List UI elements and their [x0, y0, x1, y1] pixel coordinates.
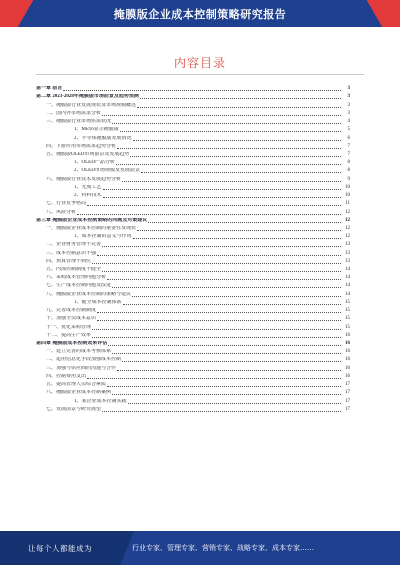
report-title: 掩膜版企业成本控制策略研究报告 [113, 8, 287, 21]
dot-leader [92, 337, 341, 338]
toc-entry-label: 十二、提高生产效率 [46, 332, 92, 338]
dot-leader [140, 98, 341, 99]
toc-heading: 内容目录 [173, 56, 226, 70]
toc-entry-label: 二、运用信息化手段加强成本控制 [46, 357, 122, 363]
toc-page-number: 17 [345, 382, 350, 388]
toc-entry[interactable] [36, 158, 350, 166]
toc-page-number: 3 [347, 110, 350, 116]
toc-entry[interactable] [36, 405, 350, 413]
dot-leader [112, 287, 341, 288]
toc-chapter-entry[interactable] [36, 84, 350, 92]
toc-entry-label: 三、掩膜版行业市场供需状况 [46, 119, 112, 125]
toc-page-number: 3 [347, 102, 350, 108]
toc-entry-label: 四、下游应用市场需求趋势分析 [46, 143, 117, 149]
toc-entry-label: 六、采购成本管理问题分析 [46, 275, 107, 281]
dot-leader [92, 263, 341, 264]
toc-entry-label: 1、Micro显示掩膜版 [74, 127, 119, 133]
toc-page-number: 8 [347, 168, 350, 174]
toc-entry[interactable] [36, 298, 350, 306]
dot-leader [107, 386, 341, 387]
toc-page-number: 13 [345, 250, 350, 256]
toc-page-number: 10 [345, 184, 350, 190]
toc-entry[interactable] [36, 166, 350, 174]
toc-entry-label: 1、健全成本控制体系 [74, 299, 122, 305]
toc-entry-label: 四、控制费用支出 [46, 373, 87, 379]
toc-entry[interactable] [36, 183, 350, 191]
dot-leader [112, 353, 341, 354]
toc-page-number: 10 [345, 193, 350, 199]
toc-entry[interactable] [36, 281, 350, 289]
report-header-banner [0, 0, 400, 27]
dot-leader [133, 238, 341, 239]
toc-entry-label: 三、加强与供应商的沟通与合作 [46, 365, 117, 371]
dot-leader [108, 345, 341, 346]
dot-leader [123, 304, 341, 305]
toc-page-number: 12 [345, 209, 350, 215]
toc-page-number: 4 [347, 119, 350, 125]
dot-leader [97, 255, 341, 256]
dot-leader [103, 189, 341, 190]
toc-entry-label: 2、材料技术 [74, 193, 102, 199]
toc-entry[interactable] [36, 232, 350, 240]
toc-page-number: 8 [347, 160, 350, 166]
toc-entry[interactable] [36, 248, 350, 256]
dot-leader [120, 131, 341, 132]
toc-entry-label: 二、企业财务管理不完善 [46, 242, 102, 248]
dot-leader [102, 246, 341, 247]
toc-entry-label: 十、加强全员成本意识 [46, 316, 97, 322]
dot-leader [130, 156, 341, 157]
dot-leader [102, 411, 341, 412]
toc-page-number: 14 [345, 291, 350, 297]
toc-page-number: 16 [345, 373, 350, 379]
toc-entry[interactable] [36, 117, 350, 125]
toc-page-number: 7 [347, 151, 350, 157]
footer-slogan-panel [0, 531, 120, 565]
toc-page-number: 17 [345, 398, 350, 404]
toc-entry-label: 一、掩膜版企业成本控制的重要性及现状 [46, 225, 137, 231]
toc-entry-label: 1、OLED产品分析 [74, 160, 115, 166]
toc-page-number: 14 [345, 275, 350, 281]
toc-entry-label: 一、掩膜版行业发展现状及市场规模概述 [46, 102, 137, 108]
footer-banner [0, 531, 400, 565]
dot-leader [133, 140, 341, 141]
toc-entry[interactable] [36, 355, 350, 363]
toc-entry[interactable] [36, 314, 350, 322]
toc-entry-label: 二、国内外市场需求分析 [46, 110, 102, 116]
toc-entry[interactable] [36, 396, 350, 404]
toc-page-number: 12 [345, 225, 350, 231]
toc-page-number: 5 [347, 127, 350, 133]
toc-page-number: 16 [345, 332, 350, 338]
toc-entry[interactable] [36, 142, 350, 150]
toc-entry-label: 第四章 掩膜版成本控制效果评估 [36, 341, 108, 346]
toc-page-number: 17 [345, 406, 350, 412]
toc-entry[interactable] [36, 174, 350, 182]
toc-entry[interactable] [36, 388, 350, 396]
toc-entry-label: 三、成本控制意识不强 [46, 250, 97, 256]
toc-entry[interactable] [36, 273, 350, 281]
toc-entry-label: 七、发展前景与研究展望 [46, 406, 102, 412]
toc-page-number: 16 [345, 365, 350, 371]
dot-leader [117, 148, 341, 149]
toc-entry-label: 五、提高管理人员综合素质 [46, 382, 107, 388]
toc-page-number: 9 [347, 176, 350, 182]
toc-entry[interactable] [36, 265, 350, 273]
toc-page-number: 15 [345, 324, 350, 330]
toc-chapter-entry[interactable] [36, 339, 350, 347]
toc-entry-label: 七、行业竞争格局 [46, 201, 87, 207]
toc-page-number: 7 [347, 143, 350, 149]
toc-page-number: 3 [347, 94, 350, 100]
dot-leader [116, 164, 341, 165]
toc-entry[interactable] [36, 150, 350, 158]
toc-entry-label: 第一章 前言 [36, 86, 63, 92]
toc-entry[interactable] [36, 109, 350, 117]
toc-entry-label: 七、生产成本控制问题及改进 [46, 283, 112, 289]
dot-leader [112, 123, 341, 124]
toc-entry[interactable] [36, 372, 350, 380]
toc-page-number: 15 [345, 299, 350, 305]
toc-page-number: 13 [345, 258, 350, 264]
dot-leader [102, 271, 341, 272]
toc-entry[interactable] [36, 289, 350, 297]
toc-entry[interactable] [36, 306, 350, 314]
toc-page-number: 12 [345, 234, 350, 240]
toc-page-number: 13 [345, 242, 350, 248]
toc-entry[interactable] [36, 100, 350, 108]
toc-entry-label: 2、OLED市场规模及发展前景 [74, 168, 140, 174]
toc-entry[interactable] [36, 133, 350, 141]
toc-entry-label: 第二章 2023-2028年掩膜版市场前景及趋势预测 [36, 94, 139, 100]
dot-leader [128, 403, 341, 404]
toc-entry[interactable] [36, 380, 350, 388]
footer-tagline-panel [132, 531, 390, 565]
toc-entry[interactable] [36, 191, 350, 199]
toc-page-number: 16 [345, 349, 350, 355]
toc-chapter-entry[interactable] [36, 92, 350, 100]
toc-page-number: 15 [345, 308, 350, 314]
dot-leader [148, 222, 341, 223]
dot-leader [112, 394, 341, 395]
toc-page-number: 3 [347, 86, 350, 92]
toc-entry[interactable] [36, 257, 350, 265]
dot-leader [132, 296, 341, 297]
toc-page-number: 6 [347, 135, 350, 141]
dot-leader [137, 230, 341, 231]
toc-entry-label: 六、掩膜版行业技术发展趋势分析 [46, 176, 122, 182]
toc-entry-label: 十一、优化采购管理 [46, 324, 92, 330]
table-of-contents [36, 84, 350, 413]
dot-leader [103, 197, 341, 198]
toc-entry-label: 五、内部控制制度不健全 [46, 267, 102, 273]
toc-entry-label: 1、光刻工艺 [74, 184, 102, 190]
footer-slogan: 让每个人都能成为 [28, 543, 92, 553]
dot-leader [117, 370, 341, 371]
toc-entry-label: 六、掩膜版企业成本控制案例 [46, 390, 112, 396]
dot-leader [102, 115, 341, 116]
toc-entry[interactable] [36, 322, 350, 330]
toc-page-number: 14 [345, 283, 350, 289]
toc-entry-label: 一、建立完善的成本考核体系 [46, 349, 112, 355]
toc-entry[interactable] [36, 207, 350, 215]
toc-page-number: 17 [345, 390, 350, 396]
toc-entry-label: 2、半导体掩膜版发展情况 [74, 135, 132, 141]
toc-entry[interactable] [36, 199, 350, 207]
dot-leader [63, 90, 341, 91]
dot-leader [122, 181, 341, 182]
toc-entry[interactable] [36, 347, 350, 355]
toc-entry[interactable] [36, 331, 350, 339]
dot-leader [137, 107, 341, 108]
dot-leader [77, 214, 341, 215]
toc-chapter-entry[interactable] [36, 216, 350, 224]
footer-tagline: 行业专家、管理专家、营销专家、战略专家、成本专家…… [132, 544, 314, 552]
toc-entry[interactable] [36, 240, 350, 248]
dot-leader [97, 312, 341, 313]
dot-leader [97, 320, 341, 321]
toc-entry-label: 1、成本控制的意义与作用 [74, 234, 132, 240]
toc-page-number: 11 [345, 201, 350, 207]
toc-entry-label: 第三章 掩膜版企业成本控制策略的问题及对策建议 [36, 217, 148, 223]
toc-entry-label: 九、完善成本控制制度 [46, 308, 97, 314]
toc-entry-label: 八、掩膜版企业成本控制的策略与建议 [46, 291, 132, 297]
toc-entry[interactable] [36, 125, 350, 133]
dot-leader [122, 361, 341, 362]
toc-entry[interactable] [36, 363, 350, 371]
toc-entry-label: 五、掩膜版OLED市场前景及发展趋势 [46, 151, 130, 157]
toc-page-number: 15 [345, 316, 350, 322]
toc-page-number: 12 [345, 217, 350, 223]
toc-entry-label: 八、风险分析 [46, 209, 77, 215]
dot-leader [141, 172, 341, 173]
toc-page-number: 14 [345, 267, 350, 273]
heading-divider [36, 74, 364, 75]
toc-page-number: 16 [345, 341, 350, 346]
dot-leader [92, 329, 341, 330]
toc-page-number: 16 [345, 357, 350, 363]
dot-leader [87, 378, 341, 379]
dot-leader [87, 205, 341, 206]
toc-entry[interactable] [36, 224, 350, 232]
dot-leader [107, 279, 341, 280]
toc-entry-label: 四、预算管理不到位 [46, 258, 92, 264]
toc-entry-label: 1、某企业成本控制实践 [74, 398, 127, 404]
